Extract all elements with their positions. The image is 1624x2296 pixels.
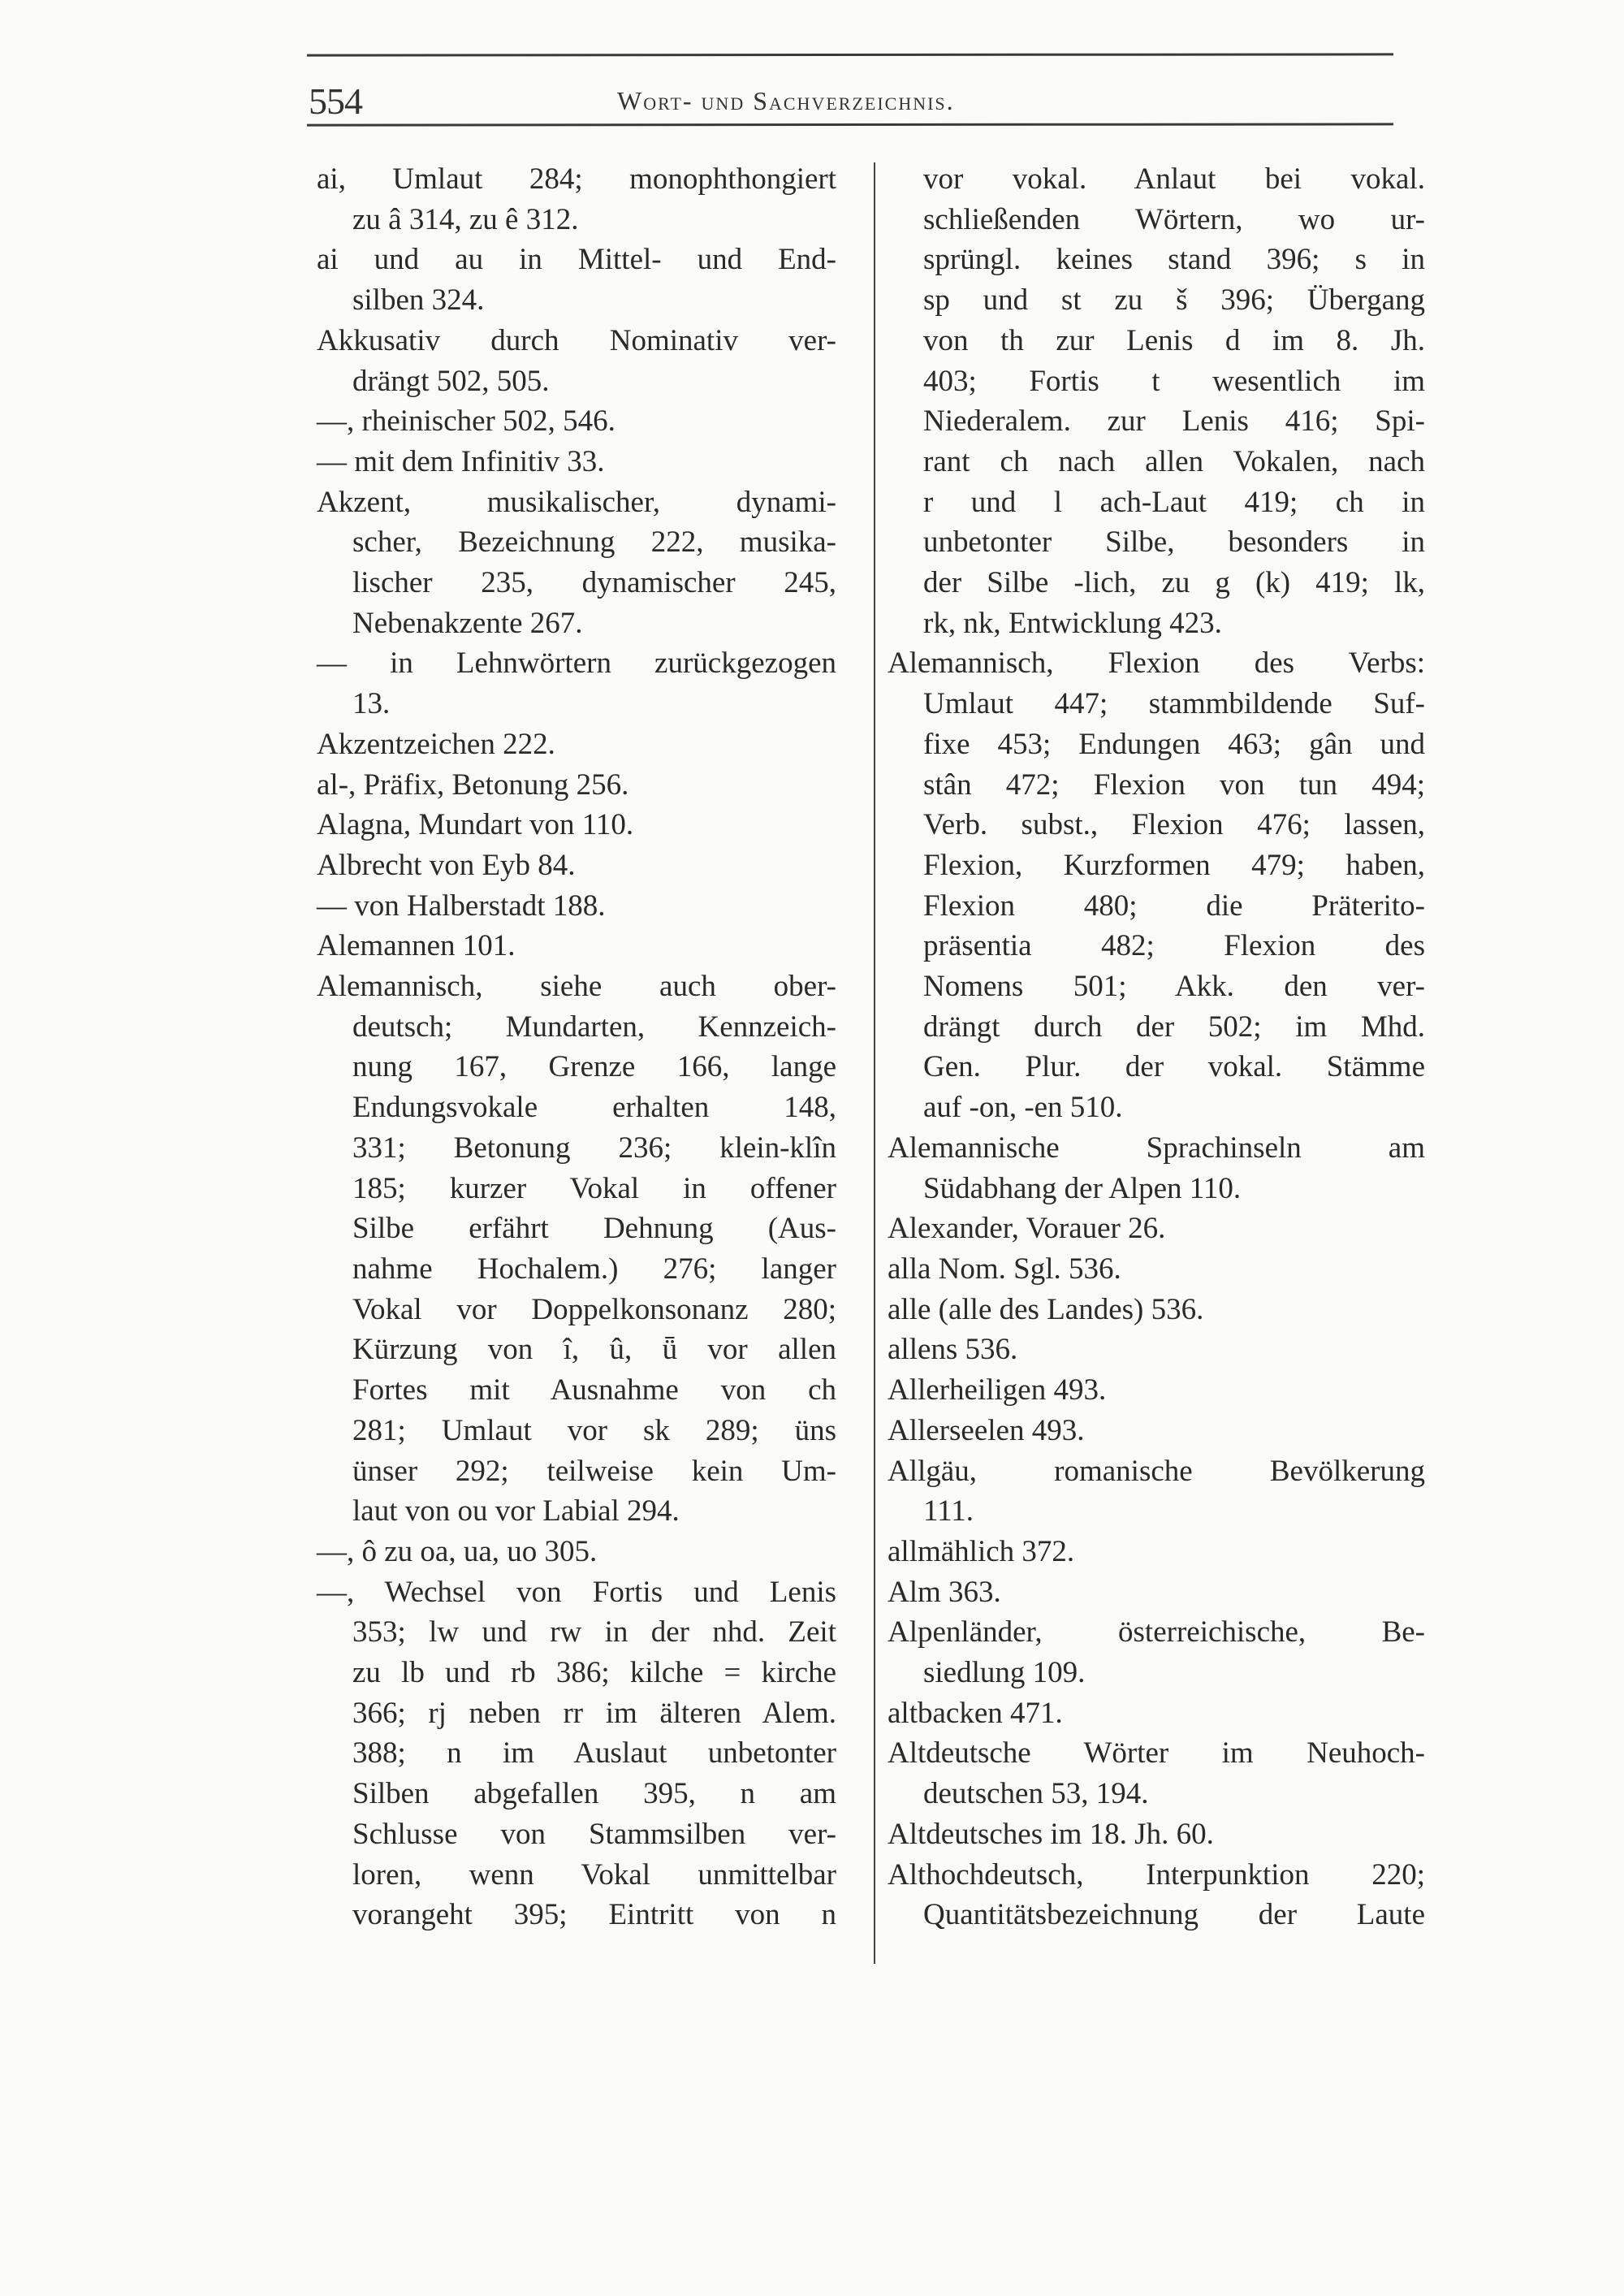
index-entry-continuation: schließenden Wörtern, wo ur- [923,202,1425,236]
index-entry-continuation: rk, nk, Entwicklung 423. [923,606,1222,640]
index-entry: ai und au in Mittel- und End- [317,243,836,277]
index-entry: Allerseelen 493. [888,1413,1085,1447]
index-entry: al-, Präfix, Betonung 256. [317,767,629,802]
index-entry-continuation: zu lb und rb 386; kilche = kirche [352,1656,836,1690]
running-title: Wort- und Sachverzeichnis. [617,86,955,115]
index-entry: Alemannische Sprachinseln am [888,1131,1425,1165]
index-entry-continuation: r und l ach-Laut 419; ch in [923,485,1425,519]
index-entry: allens 536. [888,1333,1018,1367]
index-entry-continuation: 353; lw und rw in der nhd. Zeit [352,1615,836,1650]
index-entry: Alm 363. [888,1575,1001,1609]
index-entry: —, rheinischer 502, 546. [317,404,615,439]
index-entry: Akzent, musikalischer, dynami- [317,485,836,519]
index-entry: Akkusativ durch Nominativ ver- [317,323,836,357]
index-entry-continuation: vor vokal. Anlaut bei vokal. [923,162,1425,196]
index-entry-continuation: Quantitätsbezeichnung der Laute [923,1898,1425,1932]
index-entry-continuation: 388; n im Auslaut unbetonter [352,1736,836,1771]
index-entry-continuation: Kürzung von î, û, ǖ vor allen [352,1333,836,1367]
index-entry: Alemannen 101. [317,929,516,963]
index-entry: — mit dem Infinitiv 33. [317,444,605,478]
index-entry-continuation: deutschen 53, 194. [923,1777,1149,1811]
index-entry-continuation: lischer 235, dynamischer 245, [352,566,836,600]
index-entry-continuation: deutsch; Mundarten, Kennzeich- [352,1010,836,1044]
index-entry-continuation: Silben abgefallen 395, n am [352,1777,836,1811]
index-column-left [317,159,836,1935]
index-entry-continuation: nahme Hochalem.) 276; langer [352,1252,836,1286]
index-entry: Alexander, Vorauer 26. [888,1212,1166,1246]
index-entry: Althochdeutsch, Interpunktion 220; [888,1857,1425,1892]
index-entry-continuation: loren, wenn Vokal unmittelbar [352,1857,836,1892]
index-entry-continuation: 111. [923,1494,974,1529]
index-entry-continuation: der Silbe -lich, zu g (k) 419; lk, [923,566,1425,600]
header-rule-bottom [307,123,1393,126]
index-entry: allmählich 372. [888,1534,1075,1568]
page-number: 554 [309,80,362,122]
index-entry-continuation: Schlusse von Stammsilben ver- [352,1817,836,1851]
index-entry-continuation: vorangeht 395; Eintritt von n [352,1898,836,1932]
index-entry-continuation: Gen. Plur. der vokal. Stämme [923,1050,1425,1084]
index-entry: Allerheiligen 493. [888,1373,1107,1407]
index-entry-continuation: sprüngl. keines stand 396; s in [923,243,1425,277]
index-entry-continuation: Vokal vor Doppelkonsonanz 280; [352,1292,836,1326]
index-entry: Allgäu, romanische Bevölkerung [888,1454,1425,1488]
index-entry: Altdeutsches im 18. Jh. 60. [888,1817,1214,1851]
index-entry: — von Halberstadt 188. [317,889,606,923]
index-entry-continuation: Niederalem. zur Lenis 416; Spi- [923,404,1425,439]
index-entry-continuation: rant ch nach allen Vokalen, nach [923,444,1425,478]
index-entry: Albrecht von Eyb 84. [317,848,576,882]
index-entry: alle (alle des Landes) 536. [888,1292,1204,1326]
index-entry: Altdeutsche Wörter im Neuhoch- [888,1736,1425,1771]
index-entry-continuation: von th zur Lenis d im 8. Jh. [923,323,1425,357]
index-entry: Alpenländer, österreichische, Be- [888,1615,1425,1650]
index-entry-continuation: auf -on, -en 510. [923,1091,1123,1125]
index-entry-continuation: Nebenakzente 267. [352,606,583,640]
index-entry-continuation: ünser 292; teilweise kein Um- [352,1454,836,1488]
header-rule-top [307,53,1393,56]
index-entry-continuation: 366; rj neben rr im älteren Alem. [352,1696,836,1730]
index-entry-continuation: 13. [352,687,391,721]
index-entry-continuation: Nomens 501; Akk. den ver- [923,970,1425,1004]
index-entry: Alemannisch, siehe auch ober- [317,970,836,1004]
index-entry-continuation: Umlaut 447; stammbildende Suf- [923,687,1425,721]
index-entry-continuation: 185; kurzer Vokal in offener [352,1171,836,1205]
index-entry-continuation: Endungsvokale erhalten 148, [352,1091,836,1125]
index-entry-continuation: fixe 453; Endungen 463; gân und [923,727,1425,761]
index-entry-continuation: Flexion 480; die Präterito- [923,889,1425,923]
index-entry: —, ô zu oa, ua, uo 305. [317,1534,598,1568]
index-entry: ai, Umlaut 284; monophthongiert [317,162,836,196]
index-entry-continuation: 331; Betonung 236; klein-klîn [352,1131,836,1165]
index-entry-continuation: Südabhang der Alpen 110. [923,1171,1242,1205]
index-entry-continuation: Silbe erfährt Dehnung (Aus- [352,1212,836,1246]
index-entry-continuation: silben 324. [352,283,485,318]
index-entry-continuation: präsentia 482; Flexion des [923,929,1425,963]
index-entry: altbacken 471. [888,1696,1063,1730]
index-entry-continuation: stân 472; Flexion von tun 494; [923,767,1425,802]
index-entry: Alagna, Mundart von 110. [317,808,634,842]
index-column-right [888,159,1425,1935]
index-entry: —, Wechsel von Fortis und Lenis [317,1575,836,1609]
index-entry: Alemannisch, Flexion des Verbs: [888,646,1425,681]
index-entry-continuation: 281; Umlaut vor sk 289; üns [352,1413,836,1447]
index-entry-continuation: drängt durch der 502; im Mhd. [923,1010,1425,1044]
index-entry-continuation: laut von ou vor Labial 294. [352,1494,680,1529]
index-entry: — in Lehnwörtern zurückgezogen [317,646,836,681]
index-entry-continuation: Verb. subst., Flexion 476; lassen, [923,808,1425,842]
index-entry: alla Nom. Sgl. 536. [888,1252,1121,1286]
index-entry-continuation: zu â 314, zu ê 312. [352,202,579,236]
index-entry-continuation: unbetonter Silbe, besonders in [923,525,1425,560]
column-divider [874,162,875,1964]
index-entry-continuation: 403; Fortis t wesentlich im [923,364,1425,398]
index-entry-continuation: Flexion, Kurzformen 479; haben, [923,848,1425,882]
index-entry-continuation: nung 167, Grenze 166, lange [352,1050,836,1084]
index-entry-continuation: sp und st zu š 396; Übergang [923,283,1425,318]
index-entry: Akzentzeichen 222. [317,727,555,761]
index-entry-continuation: Fortes mit Ausnahme von ch [352,1373,836,1407]
index-entry-continuation: drängt 502, 505. [352,364,550,398]
index-entry-continuation: siedlung 109. [923,1656,1086,1690]
index-entry-continuation: scher, Bezeichnung 222, musika- [352,525,836,560]
